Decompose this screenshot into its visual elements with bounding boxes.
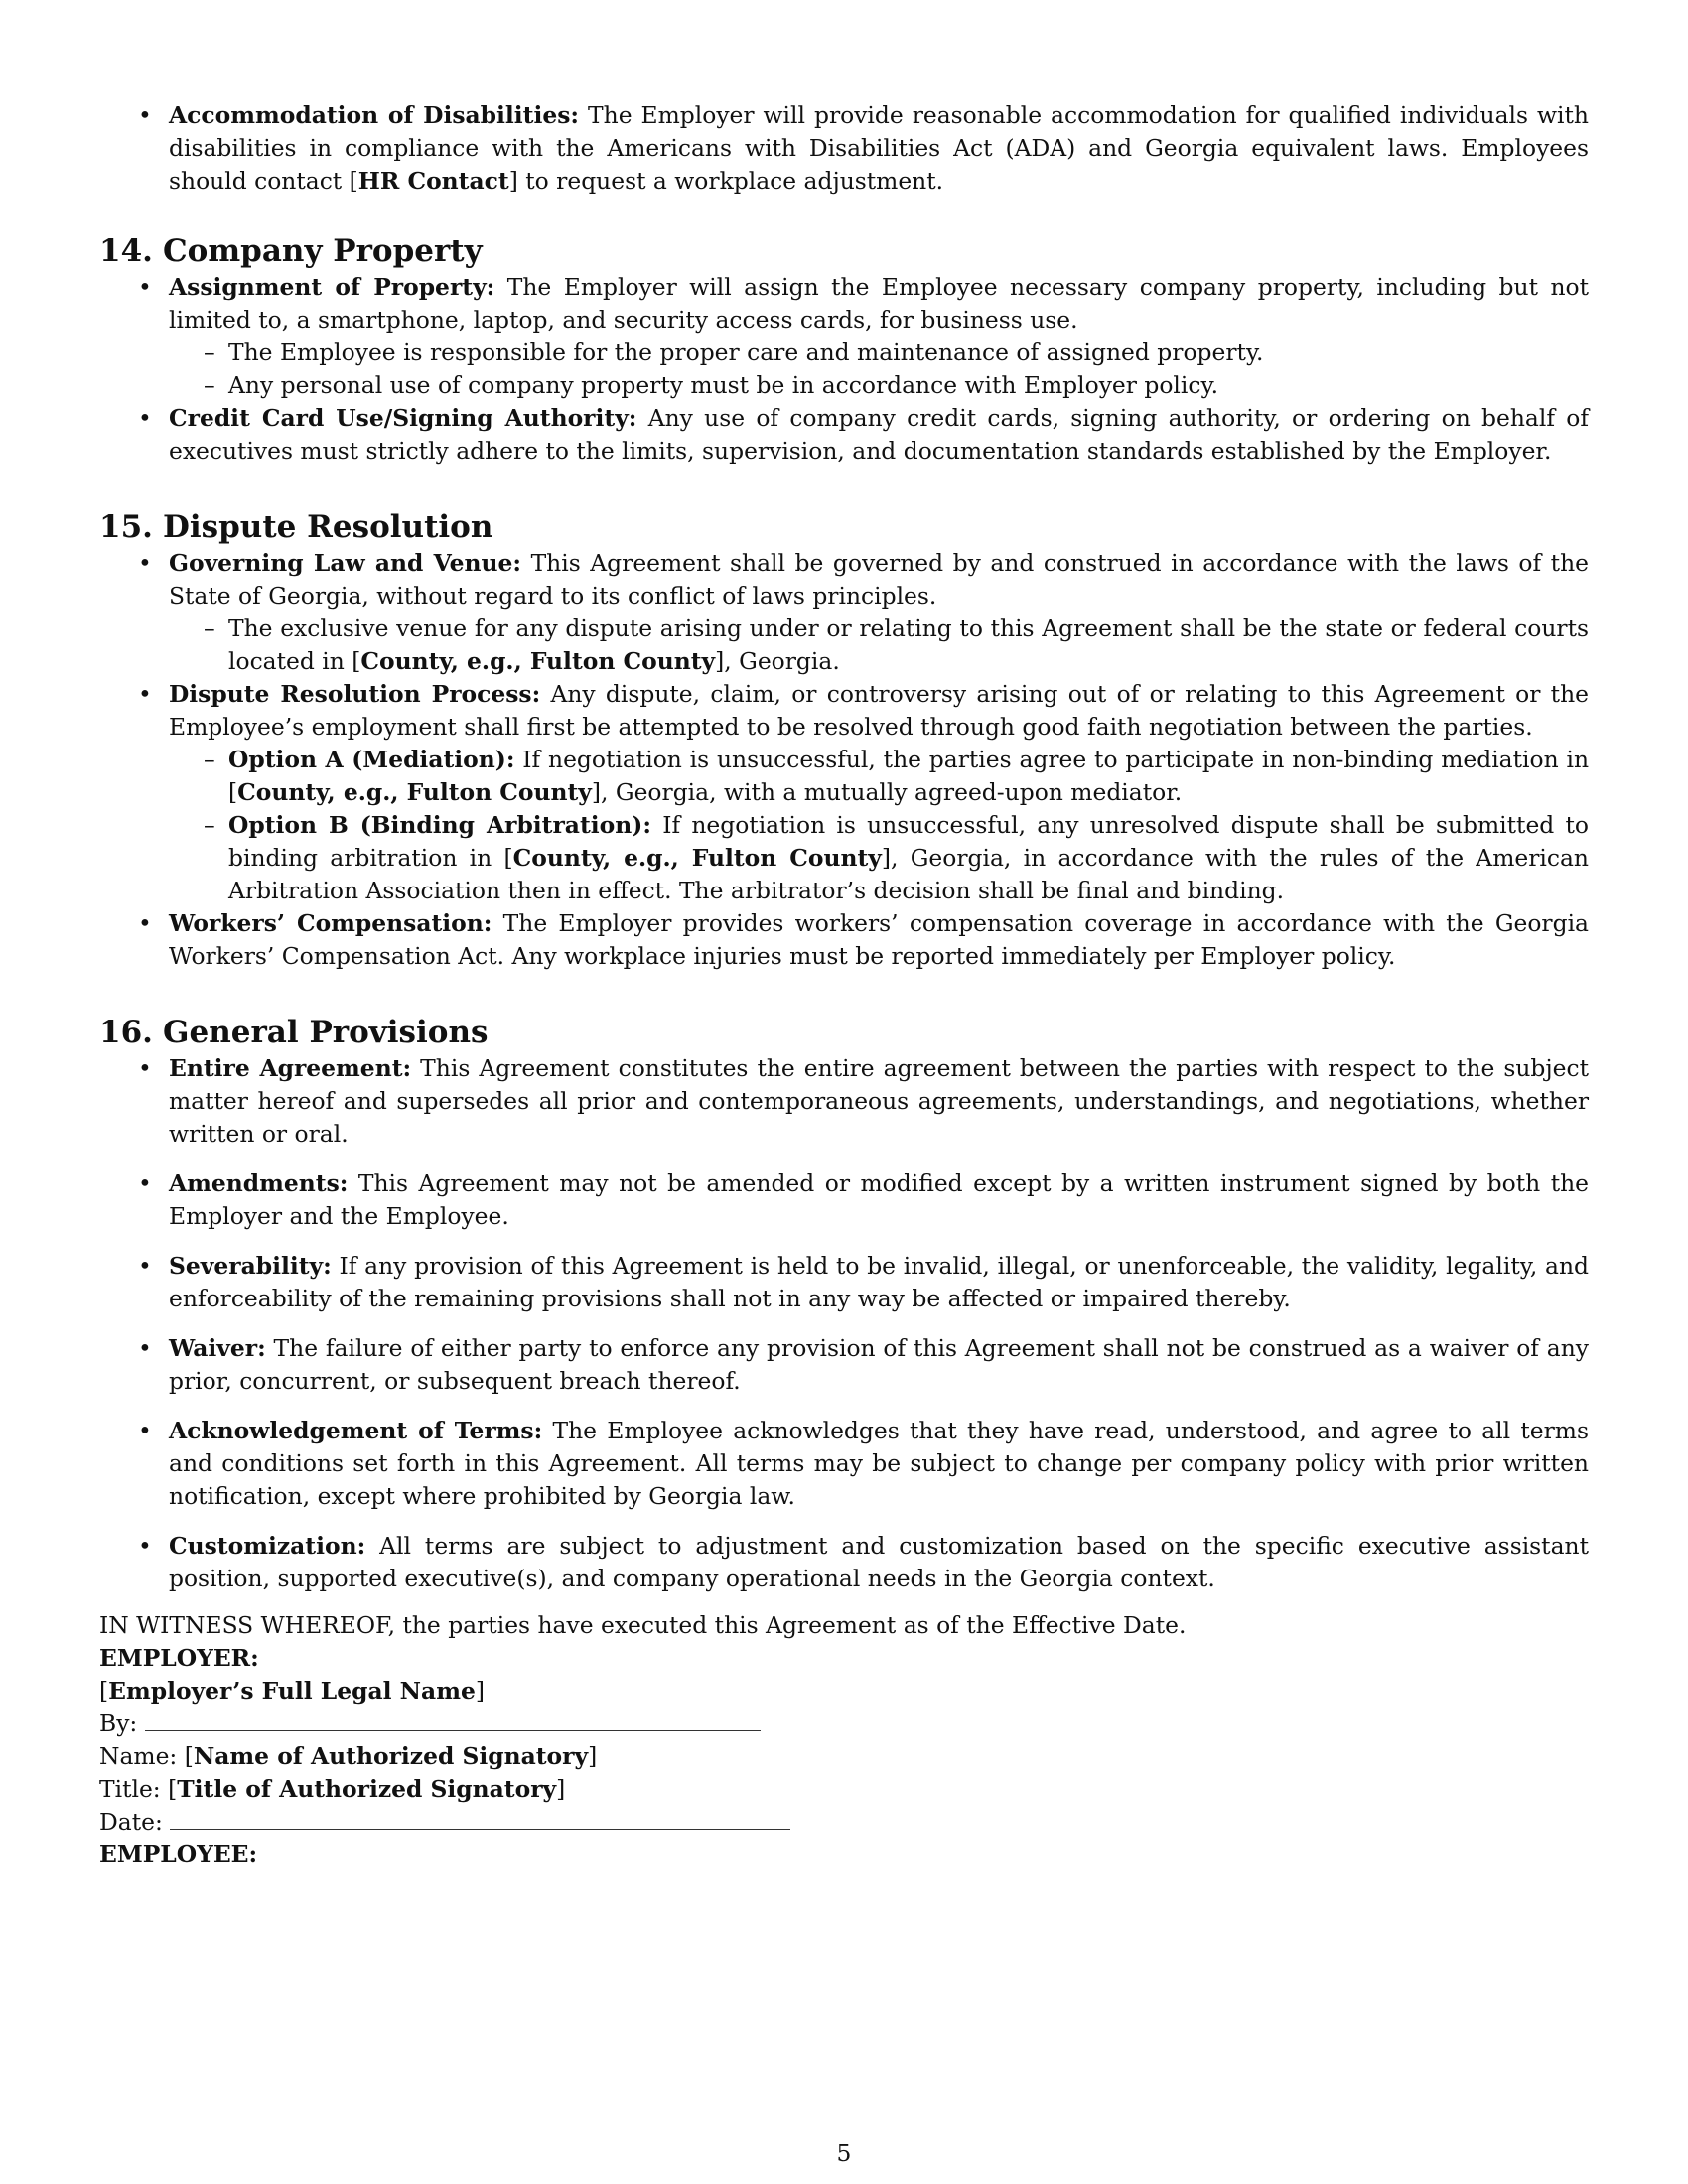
title-line: Title: [Title of Authorized Signatory] bbox=[99, 1775, 566, 1803]
document-page bbox=[99, 99, 1589, 1871]
item-label: Accommodation of Disabilities: bbox=[169, 101, 580, 129]
signature-line bbox=[145, 1730, 761, 1731]
signature-block bbox=[99, 1609, 1589, 1871]
section-14 bbox=[99, 231, 1589, 468]
section-14-list bbox=[99, 271, 1589, 468]
sub-list bbox=[169, 744, 1589, 907]
name-line: Name: [Name of Authorized Signatory] bbox=[99, 1742, 598, 1770]
list-item: • Waiver: The failure of either party to enforce any provision of this Agreement shall not be construed as a waiver of any prior, concurrent, or subsequent breach thereof. bbox=[99, 1332, 1589, 1398]
list-item: • Acknowledgement of Terms: The Employee acknowledges that they have read, understood, and agree to all terms and conditions set forth in this Agreement. All terms may be subject to change per company policy with prior written notification, except where prohibited by Georgia law. bbox=[99, 1415, 1589, 1513]
list-item: • Workers’ Compensation: The Employer provides workers’ compensation coverage in accordance with the Georgia Workers’ Compensation Act. Any workplace injuries must be reported immediately per Employer policy. bbox=[99, 907, 1589, 973]
list-item: • Assignment of Property: The Employer will assign the Employee necessary company property, including but not limited to, a smartphone, laptop, and security access cards, for business use. – The Employee is responsible for the proper care and maintenance of assigned property. – Any personal use of company property must be in accordance with Employer policy. bbox=[99, 271, 1589, 402]
top-list bbox=[99, 99, 1589, 198]
sub-list bbox=[169, 337, 1589, 402]
date-signature-line bbox=[170, 1829, 790, 1830]
list-item: • Governing Law and Venue: This Agreement shall be governed by and construed in accordance with the laws of the State of Georgia, without regard to its conflict of laws principles. – The exclusive venue for any dispute arising under or relating to this Agreement shall be the state or federal courts located in [County, e.g., Fulton County], Georgia. bbox=[99, 547, 1589, 678]
by-line: By: bbox=[99, 1707, 1589, 1740]
page-number: 5 bbox=[836, 2139, 852, 2167]
witness-statement: IN WITNESS WHEREOF, the parties have executed this Agreement as of the Effective Date. bbox=[99, 1611, 1187, 1639]
list-item: • Customization: All terms are subject to adjustment and customization based on the specific executive assistant position, supported executive(s), and company operational needs in the Georgia context. bbox=[99, 1530, 1589, 1595]
employee-heading: EMPLOYEE: bbox=[99, 1841, 258, 1868]
list-item: • Credit Card Use/Signing Authority: Any use of company credit cards, signing authority, or ordering on behalf of executives must strictly adhere to the limits, supervision, and documentation standards established by the Employer. bbox=[99, 402, 1589, 468]
list-item: • Dispute Resolution Process: Any dispute, claim, or controversy arising out of or relating to this Agreement or the Employee’s employment shall first be attempted to be resolved through good faith negotiation between the parties. – Option A (Mediation): If negotiation is unsuccessful, the parties agree to participate in non-binding mediation in [County, e.g., Fulton County], Georgia, with a mutually agreed-upon mediator. – Option B (Binding Arbitration): If negotiation is unsuccessful, any unresolved dispute shall be submitted to binding arbitration in [County, e.g., Fulton County], Georgia, in accordance with the rules of the American Arbitration Association then in effect. The arbitrator’s decision shall be final and binding. bbox=[99, 678, 1589, 907]
employer-heading: EMPLOYER: bbox=[99, 1644, 259, 1672]
section-heading: 15. Dispute Resolution bbox=[99, 509, 493, 545]
section-16-list bbox=[99, 1052, 1589, 1595]
section-15 bbox=[99, 507, 1589, 973]
sub-item: – Option A (Mediation): If negotiation is unsuccessful, the parties agree to participate in non-binding mediation in [County, e.g., Fulton County], Georgia, with a mutually agreed-upon mediator. bbox=[169, 744, 1589, 809]
list-item: • Severability: If any provision of this Agreement is held to be invalid, illegal, or unenforceable, the validity, legality, and enforceability of the remaining provisions shall not in any way be affected or impaired thereby. bbox=[99, 1250, 1589, 1315]
sub-item: – The Employee is responsible for the proper care and maintenance of assigned property. bbox=[169, 337, 1589, 369]
sub-list bbox=[169, 613, 1589, 678]
list-item: • Accommodation of Disabilities: The Employer will provide reasonable accommodation for qualified individuals with disabilities in compliance with the Americans with Disabilities Act (ADA) and Georgia equivalent laws. Employees should contact [HR Contact] to request a workplace adjustment. bbox=[99, 99, 1589, 198]
section-heading: 14. Company Property bbox=[99, 233, 483, 269]
section-15-list bbox=[99, 547, 1589, 973]
sub-item: – Any personal use of company property must be in accordance with Employer policy. bbox=[169, 369, 1589, 402]
sub-item: – Option B (Binding Arbitration): If negotiation is unsuccessful, any unresolved dispute shall be submitted to binding arbitration in [County, e.g., Fulton County], Georgia, in accordance with the rules of the American Arbitration Association then in effect. The arbitrator’s decision shall be final and binding. bbox=[169, 809, 1589, 907]
list-item: • Entire Agreement: This Agreement constitutes the entire agreement between the parties with respect to the subject matter hereof and supersedes all prior and contemporaneous agreements, understandings, and negotiations, whether written or oral. bbox=[99, 1052, 1589, 1151]
date-line: Date: bbox=[99, 1806, 1589, 1839]
section-16 bbox=[99, 1013, 1589, 1595]
list-item: • Amendments: This Agreement may not be amended or modified except by a written instrument signed by both the Employer and the Employee. bbox=[99, 1167, 1589, 1233]
employer-name: [Employer’s Full Legal Name] bbox=[99, 1677, 485, 1705]
sub-item: – The exclusive venue for any dispute arising under or relating to this Agreement shall be the state or federal courts located in [County, e.g., Fulton County], Georgia. bbox=[169, 613, 1589, 678]
section-heading: 16. General Provisions bbox=[99, 1015, 489, 1050]
